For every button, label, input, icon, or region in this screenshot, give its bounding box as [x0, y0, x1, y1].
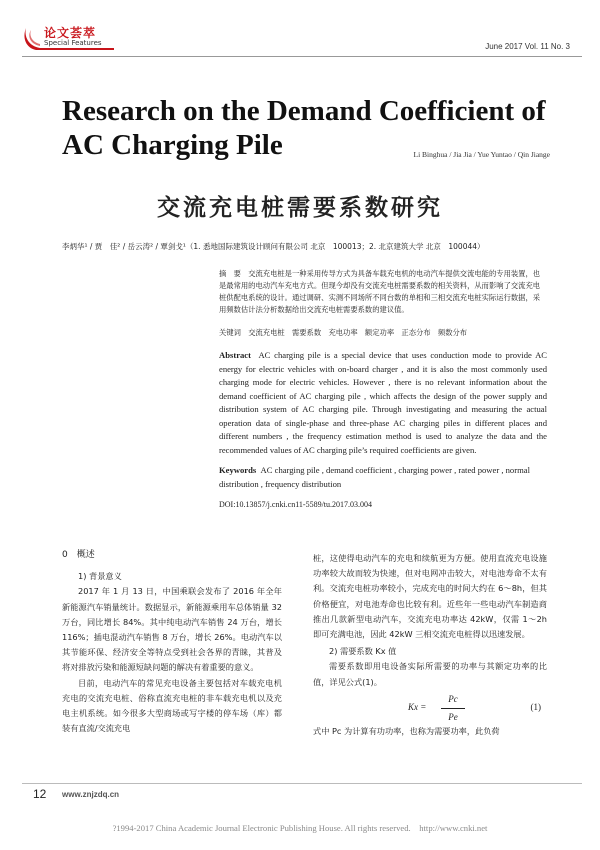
keywords-chinese-text: 交流充电桩 需要系数 充电功率 额定功率 正态分布 频数分布: [248, 328, 468, 337]
body-right-column: [313, 551, 547, 739]
paragraph: 桩，这使得电动汽车的充电和续航更为方便。使用直流充电设施功率较大故而较为快速，但对电网冲击较大，对电池寿命不太有利。交流充电桩功率较小，完成充电的时间大约在 6～8h，但其价格便宜，对电池寿命也比较有利。近些年一些电动汽车制造商推出几款新型电动汽车，交流充电功率达 42kW，仅需 1～2h 即可充满电池，因此 42kW 三相交流充电桩得以迅速发展。: [313, 553, 547, 640]
paragraph: 2017 年 1 月 13 日，中国乘联会发布了 2016 年全年新能源汽车销量统计。数据显示，新能源乘用车总体销量 32 万台，同比增长 84%。其中纯电动汽车销售 24 万台，增长 116%；插电混动汽车销售 8 万台，增长 26%。电动汽车以其节能环保、经济安全等特点受到社会各界的青睐，其普及将对排放污染和能源短缺问题的解决有着重要的意义。: [62, 586, 282, 673]
english-authors: Li Binghua / Jia Jia / Yue Yuntao / Qin Jiange: [413, 150, 550, 159]
journal-website: www.znjzdq.cn: [62, 790, 120, 799]
keywords-chinese-label: 关键词: [219, 328, 241, 337]
subheading-background: 1) 背景意义: [78, 571, 122, 582]
english-title: Research on the Demand Coefficient of AC Charging Pile: [62, 95, 546, 161]
subheading-demand-coefficient: 2) 需要系数 Kx 值: [329, 646, 397, 657]
paragraph: 目前，电动汽车的常见充电设备主要包括对车载充电机充电的交流充电桩、俗称直流充电桩的非车载充电机以及充电主机系统。如今很多大型商场或写字楼的停车场（库）都装有直流/交流充电: [62, 677, 282, 734]
body-left-column: [62, 548, 282, 736]
chinese-authors: 李炳华¹ / 贾 佳² / 岳云涛² / 覃剑戈¹（1. 悉地国际建筑设计顾问有限公司 北京 100013；2. 北京建筑大学 北京 100044）: [62, 242, 485, 251]
fraction-bar: [441, 708, 465, 709]
formula-numerator: Pc: [448, 693, 458, 704]
abstract-english: [219, 349, 547, 457]
doi: DOI:10.13857/j.cnki.cn11-5589/tu.2017.03.004: [219, 500, 373, 509]
abstract-english-label: Abstract: [219, 350, 251, 360]
page-header: [0, 0, 600, 62]
journal-logo: [22, 24, 116, 52]
keywords-english-label: Keywords: [219, 465, 257, 475]
keywords-english-text: AC charging pile , demand coefficient , charging power , rated power , normal distribution , frequency distribution: [219, 465, 530, 489]
logo-title: 论文荟萃: [44, 26, 97, 40]
issue-info: June 2017 Vol. 11 No. 3: [485, 42, 570, 51]
formula-1: [313, 692, 547, 722]
abstract-chinese-label: 摘 要: [219, 269, 241, 278]
abstract-english-text: AC charging pile is a special device that uses conduction mode to provide AC energy for electric vehicles with on-board charger , and it is also the most commonly used charging mode for electric vehicles. However , there is no relevant information about the demand coefficient of AC charging pile , which affects the design of the power supply and distribution system of AC charging pile. Through investigating and measuring the actual operation data of single-phase and three-phase AC charging piles in different places and different numbers , the frequency estimation method is used to analyze the data and the recommended values of AC charging pile’s required coefficients are given.: [219, 350, 548, 455]
formula-lhs: Kx =: [408, 701, 427, 712]
formula-fraction: [441, 692, 465, 725]
copyright-line: ?1994-2017 China Academic Journal Electronic Publishing House. All rights reserved. http://www.cnki.net: [112, 823, 488, 833]
page-number: 12: [33, 787, 47, 801]
logo-subtitle: Special Features: [44, 39, 102, 47]
formula-denominator: Pe: [448, 712, 458, 723]
header-divider: [22, 56, 582, 57]
paragraph: 式中 Pc 为计算有功功率，也称为需要功率，此负荷: [313, 725, 500, 736]
abstract-chinese: [219, 268, 547, 316]
keywords-english: [219, 463, 547, 491]
paragraph: 需要系数即用电设备实际所需要的功率与其额定功率的比值，详见公式(1)。: [313, 661, 547, 687]
chinese-title: 交流充电桩需要系数研究: [157, 195, 443, 221]
abstract-chinese-text: 交流充电桩是一种采用传导方式为具备车载充电机的电动汽车提供交流电能的专用装置，也是最常用的电动汽车充电方式。但现今却没有交流充电桩需要系数的相关资料，从而影响了交流充电桩供配电系统的设计。通过调研、实测不同场所不同台数的单相和三相交流充电桩实际运行数据，采用频数估计法分析数据给出交流充电桩需要系数的建议值。: [219, 269, 541, 314]
footer-divider: [22, 783, 582, 784]
formula-number: (1): [530, 701, 541, 712]
section-title: 0 概述: [62, 550, 95, 560]
keywords-chinese: [219, 328, 547, 338]
